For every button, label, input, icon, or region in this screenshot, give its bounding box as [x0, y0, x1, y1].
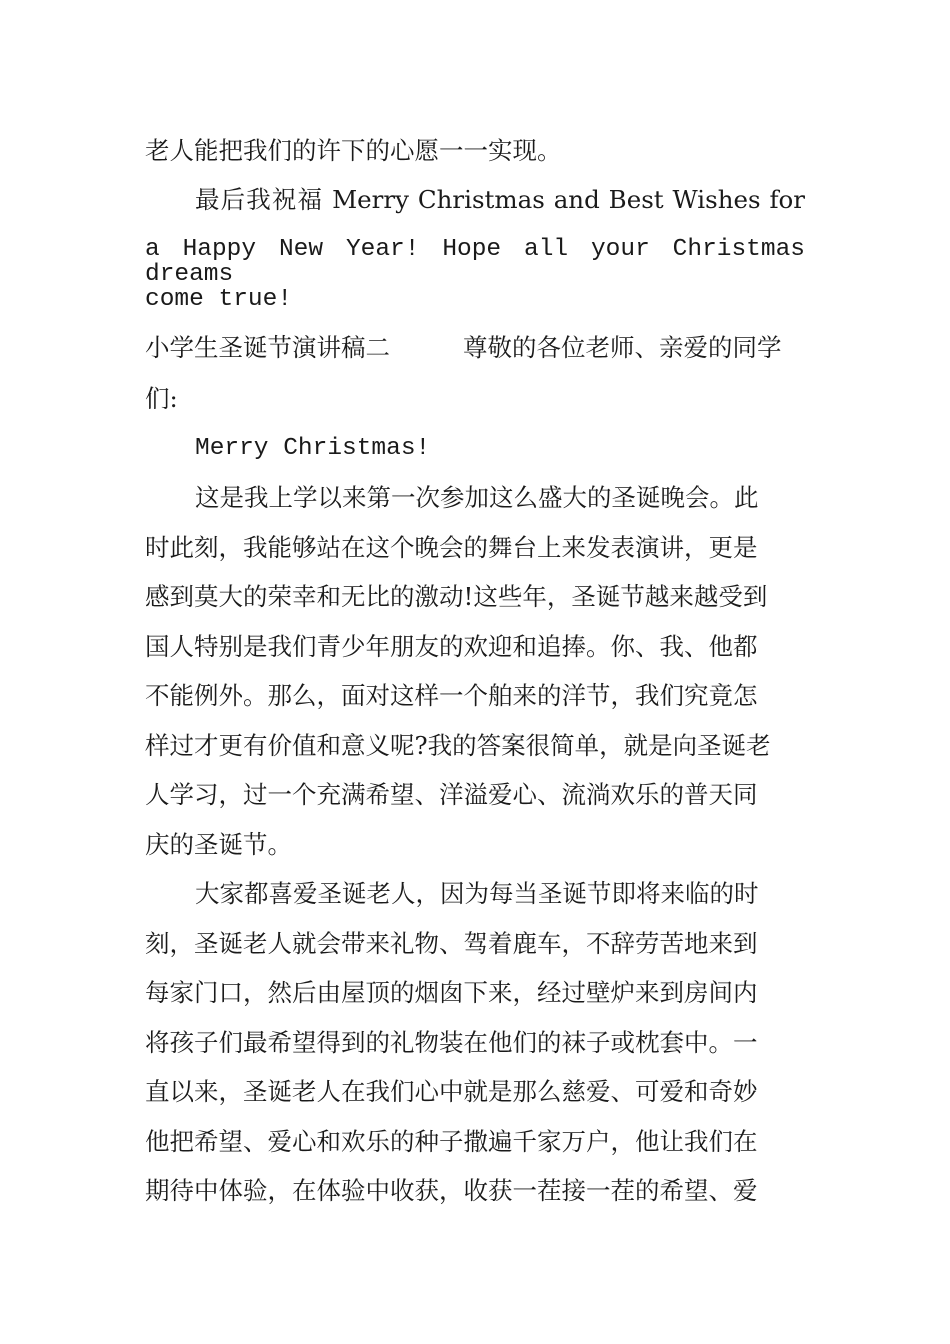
line-text: a Happy New Year! Hope all your Christmas dreams [145, 236, 805, 288]
paragraph-line [145, 238, 805, 287]
paragraph-line: Merry Christmas! [195, 435, 431, 462]
paragraph-line: 他把希望、爱心和欢乐的种子撒遍千家万户，他让我们在 [145, 1127, 758, 1156]
speech-title: 小学生圣诞节演讲稿二 [145, 333, 390, 362]
paragraph-line: 样过才更有价值和意义呢?我的答案很简单，就是向圣诞老 [145, 731, 771, 760]
paragraph-line: come true! [145, 286, 293, 313]
paragraph-line: 们: [145, 384, 178, 413]
paragraph-line [195, 185, 805, 214]
salutation-start: 尊敬的各位老师、亲爱的同学 [463, 333, 782, 362]
paragraph-line: 期待中体验，在体验中收获，收获一茬接一茬的希望、爱 [145, 1176, 758, 1205]
paragraph-line: 老人能把我们的许下的心愿一一实现。 [145, 136, 562, 165]
paragraph-line: 感到莫大的荣幸和无比的激动!这些年，圣诞节越来越受到 [145, 582, 768, 611]
paragraph-line: 人学习，过一个充满希望、洋溢爱心、流淌欢乐的普天同 [145, 780, 758, 809]
line-text: 最后我祝福 Merry Christmas and Best Wishes for [195, 185, 805, 214]
paragraph-line: 时此刻，我能够站在这个晚会的舞台上来发表演讲，更是 [145, 533, 758, 562]
paragraph-line: 这是我上学以来第一次参加这么盛大的圣诞晚会。此 [195, 483, 759, 512]
paragraph-line: 将孩子们最希望得到的礼物装在他们的袜子或枕套中。一 [145, 1028, 758, 1057]
paragraph-line: 每家门口，然后由屋顶的烟囱下来，经过壁炉来到房间内 [145, 978, 758, 1007]
paragraph-line: 不能例外。那么，面对这样一个舶来的洋节，我们究竟怎 [145, 681, 758, 710]
paragraph-line: 直以来，圣诞老人在我们心中就是那么慈爱、可爱和奇妙 [145, 1077, 758, 1106]
paragraph-line: 庆的圣诞节。 [145, 830, 292, 859]
paragraph-line: 刻，圣诞老人就会带来礼物、驾着鹿车，不辞劳苦地来到 [145, 929, 758, 958]
paragraph-line: 大家都喜爱圣诞老人，因为每当圣诞节即将来临的时 [195, 879, 759, 908]
paragraph-line: 国人特别是我们青少年朋友的欢迎和追捧。你、我、他都 [145, 632, 758, 661]
